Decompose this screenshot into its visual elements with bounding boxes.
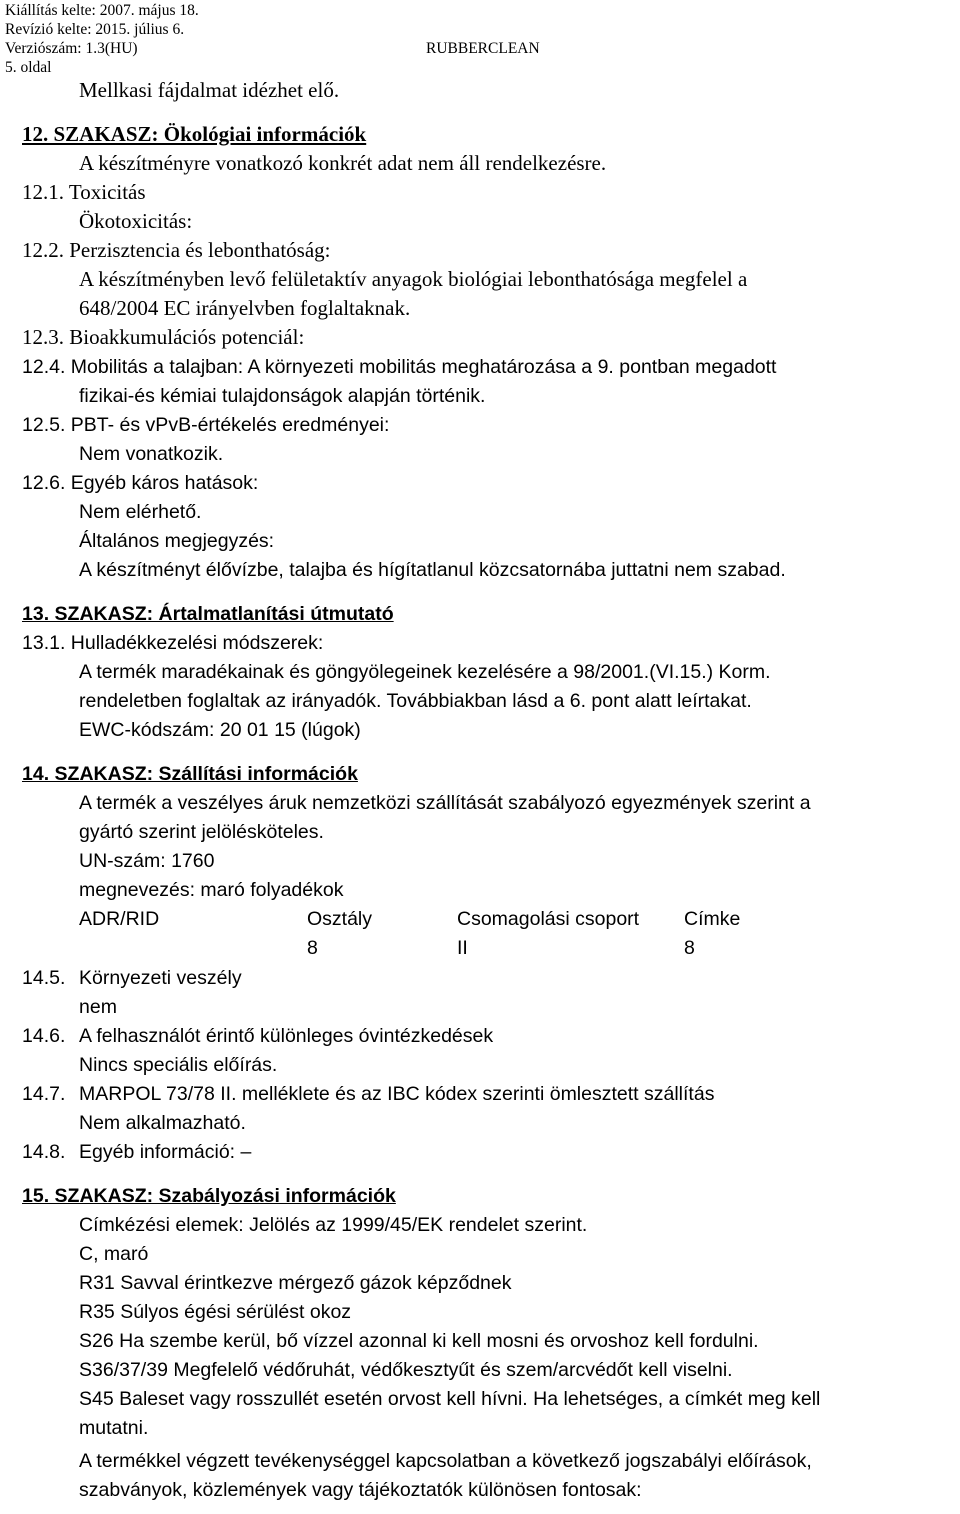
section-13-title: 13. SZAKASZ: Ártalmatlanítási útmutató: [22, 603, 394, 625]
subsection-heading: 12.2. Perzisztencia és lebonthatóság:: [22, 238, 331, 262]
text-line: Általános megjegyzés:: [79, 530, 275, 552]
text-line: mutatni.: [79, 1417, 149, 1439]
subsection-heading: Egyéb információ: –: [79, 1141, 252, 1163]
text-line: C, maró: [79, 1243, 149, 1265]
text-line: Ökotoxicitás:: [79, 209, 193, 233]
subsection-number: 14.8.: [22, 1141, 66, 1163]
adr-column-packing-group: Csomagolási csoport: [457, 908, 640, 930]
text-line: A készítményt élővízbe, talajba és hígítatlanul közcsatornába juttatni nem szabad.: [79, 559, 786, 581]
text-line: A termék a veszélyes áruk nemzetközi szállítását szabályozó egyezmények szerint a: [79, 792, 811, 814]
text-line: A készítményben levő felületaktív anyagok biológiai lebonthatósága megfelel a: [79, 267, 748, 291]
text-line: R35 Súlyos égési sérülést okoz: [79, 1301, 352, 1323]
text-line: gyártó szerint jelölésköteles.: [79, 821, 324, 843]
section-15-title: 15. SZAKASZ: Szabályozási információk: [22, 1185, 396, 1207]
document-header: [5, 1, 199, 77]
subsection-heading: MARPOL 73/78 II. melléklete és az IBC kódex szerinti ömlesztett szállítás: [79, 1083, 715, 1105]
subsection-number: 14.6.: [22, 1025, 66, 1047]
text-line: A termék maradékainak és göngyölegeinek kezelésére a 98/2001.(VI.15.) Korm.: [79, 661, 771, 683]
text-line: UN-szám: 1760: [79, 850, 215, 872]
revision-date: Revízió kelte: 2015. július 6.: [5, 21, 185, 38]
subsection-number: 14.7.: [22, 1083, 66, 1105]
subsection-heading: 12.1. Toxicitás: [22, 180, 146, 204]
text-line: Nincs speciális előírás.: [79, 1054, 278, 1076]
version-number: Verziószám: 1.3(HU): [5, 40, 138, 57]
page-number: 5. oldal: [5, 59, 52, 76]
text-line: S26 Ha szembe kerül, bő vízzel azonnal ki kell mosni és orvoshoz kell fordulni.: [79, 1330, 759, 1352]
text-line: rendeletben foglaltak az irányadók. Továbbiakban lásd a 6. pont alatt leírtakat.: [79, 690, 752, 712]
text-line: nem: [79, 996, 117, 1018]
text-line: EWC-kódszám: 20 01 15 (lúgok): [79, 719, 361, 741]
section-14-title: 14. SZAKASZ: Szállítási információk: [22, 763, 358, 785]
adr-column-class: Osztály: [307, 908, 373, 930]
text-line: Mellkasi fájdalmat idézhet elő.: [79, 78, 340, 102]
adr-label: ADR/RID: [79, 908, 160, 930]
subsection-heading: Környezeti veszély: [79, 967, 242, 989]
text-line: S45 Baleset vagy rosszullét esetén orvost kell hívni. Ha lehetséges, a címkét meg kell: [79, 1388, 821, 1410]
section-12-title: 12. SZAKASZ: Ökológiai információk: [22, 122, 367, 146]
subsection-heading: 12.6. Egyéb káros hatások:: [22, 472, 259, 494]
adr-value-packing-group: II: [457, 937, 468, 959]
text-line: S36/37/39 Megfelelő védőruhát, védőkesztyűt és szem/arcvédőt kell viselni.: [79, 1359, 733, 1381]
subsection-heading: 12.4. Mobilitás a talajban: A környezeti mobilitás meghatározása a 9. pontban megadott: [22, 356, 777, 378]
text-line: R31 Savval érintkezve mérgező gázok képződnek: [79, 1272, 512, 1294]
text-line: 648/2004 EC irányelvben foglaltaknak.: [79, 296, 411, 320]
text-line: Címkézési elemek: Jelölés az 1999/45/EK rendelet szerint.: [79, 1214, 588, 1236]
issue-date: Kiállítás kelte: 2007. május 18.: [5, 2, 199, 19]
text-line: megnevezés: maró folyadékok: [79, 879, 344, 901]
text-line: fizikai-és kémiai tulajdonságok alapján történik.: [79, 385, 486, 407]
text-line: Nem vonatkozik.: [79, 443, 224, 465]
text-line: Nem alkalmazható.: [79, 1112, 246, 1134]
subsection-heading: A felhasználót érintő különleges óvintézkedések: [79, 1025, 494, 1047]
text-line: Nem elérhető.: [79, 501, 202, 523]
subsection-heading: 12.5. PBT- és vPvB-értékelés eredményei:: [22, 414, 390, 436]
adr-value-label: 8: [684, 937, 695, 959]
adr-value-class: 8: [307, 937, 318, 959]
subsection-number: 14.5.: [22, 967, 66, 989]
text-line: A termékkel végzett tevékenységgel kapcsolatban a következő jogszabályi előírások,: [79, 1450, 812, 1472]
text-line: szabványok, közlemények vagy tájékoztatók különösen fontosak:: [79, 1479, 642, 1501]
subsection-heading: 13.1. Hulladékkezelési módszerek:: [22, 632, 324, 654]
adr-column-label: Címke: [684, 908, 741, 930]
subsection-heading: 12.3. Bioakkumulációs potenciál:: [22, 325, 305, 349]
text-line: A készítményre vonatkozó konkrét adat nem áll rendelkezésre.: [79, 151, 607, 175]
product-name: RUBBERCLEAN: [426, 40, 540, 57]
